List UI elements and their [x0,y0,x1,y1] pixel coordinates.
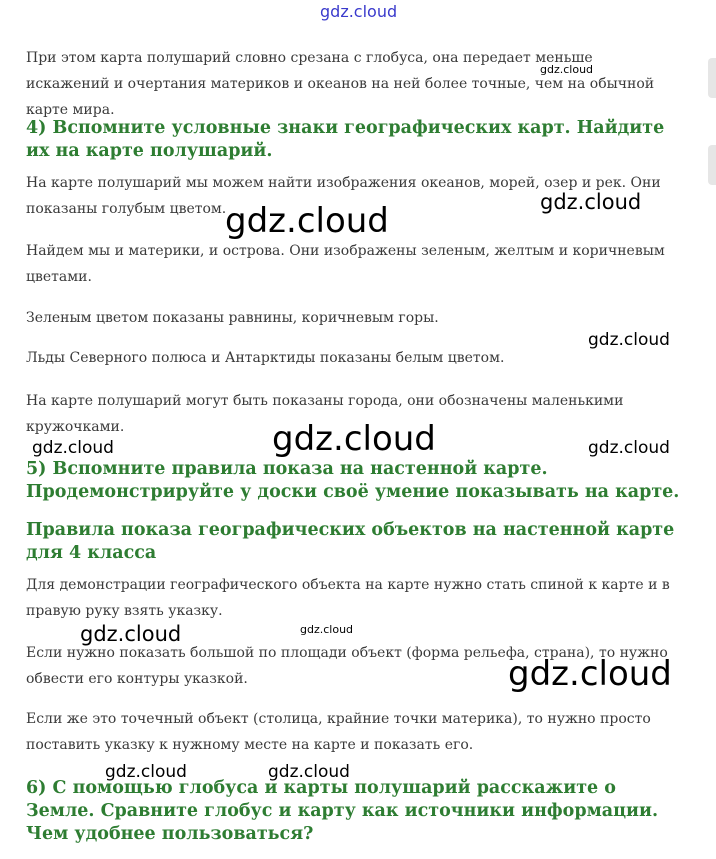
q4-paragraph: Зеленым цветом показаны равнины, коричневым горы. [26,310,439,326]
q4-paragraph: На карте полушарий могут быть показаны города, они обозначены маленькими кружочками. [26,393,624,435]
watermark: gdz.cloud [105,762,187,782]
question-6-heading: 6) С помощью глобуса и карты полушарий расскажите о Земле. Сравните глобус и карту как источники информации. Чем удобнее пользоваться? [26,778,659,844]
q4-paragraph: На карте полушарий мы можем найти изображения океанов, морей, озер и рек. Они показаны голубым цветом. [26,175,661,217]
scroll-edge-marker [708,58,716,98]
question-4-heading: 4) Вспомните условные знаки географических карт. Найдите их на карте полушарий. [26,118,665,161]
watermark: gdz.cloud [272,419,436,459]
question-5-heading: 5) Вспомните правила показа на настенной карте. Продемонстрируйте у доски своё умение показывать на карте. [26,459,680,502]
header-watermark: gdz.cloud [320,2,398,21]
q4-paragraph: Найдем мы и материки, и острова. Они изображены зеленым, желтым и коричневым цветами. [26,243,665,285]
watermark: gdz.cloud [540,190,642,214]
watermark: gdz.cloud [300,623,354,636]
question-5-subheading: Правила показа географических объектов на настенной карте для 4 класса [26,520,675,563]
watermark: gdz.cloud [588,438,670,458]
q4-paragraph: Льды Северного полюса и Антарктиды показаны белым цветом. [26,350,505,366]
watermark: gdz.cloud [32,438,114,458]
watermark: gdz.cloud [225,201,389,241]
watermark: gdz.cloud [508,654,672,694]
watermark: gdz.cloud [268,762,350,782]
q5-paragraph: Если нужно показать большой по площади объект (форма рельефа, страна), то нужно обвести его контуры указкой. [26,645,668,687]
watermark: gdz.cloud [540,63,594,76]
q5-paragraph: Для демонстрации географического объекта на карте нужно стать спиной к карте и в правую руку взять указку. [26,577,670,619]
scroll-edge-marker [708,145,716,185]
q5-paragraph: Если же это точечный объект (столица, крайние точки материка), то нужно просто поставить указку к нужному месте на карте и показать его. [26,711,651,753]
intro-paragraph: При этом карта полушарий словно срезана с глобуса, она передает меньше искажений и очертания материков и океанов на ней более точные, чем на обычной карте мира. [26,50,655,118]
watermark: gdz.cloud [80,622,182,646]
watermark: gdz.cloud [588,330,670,350]
